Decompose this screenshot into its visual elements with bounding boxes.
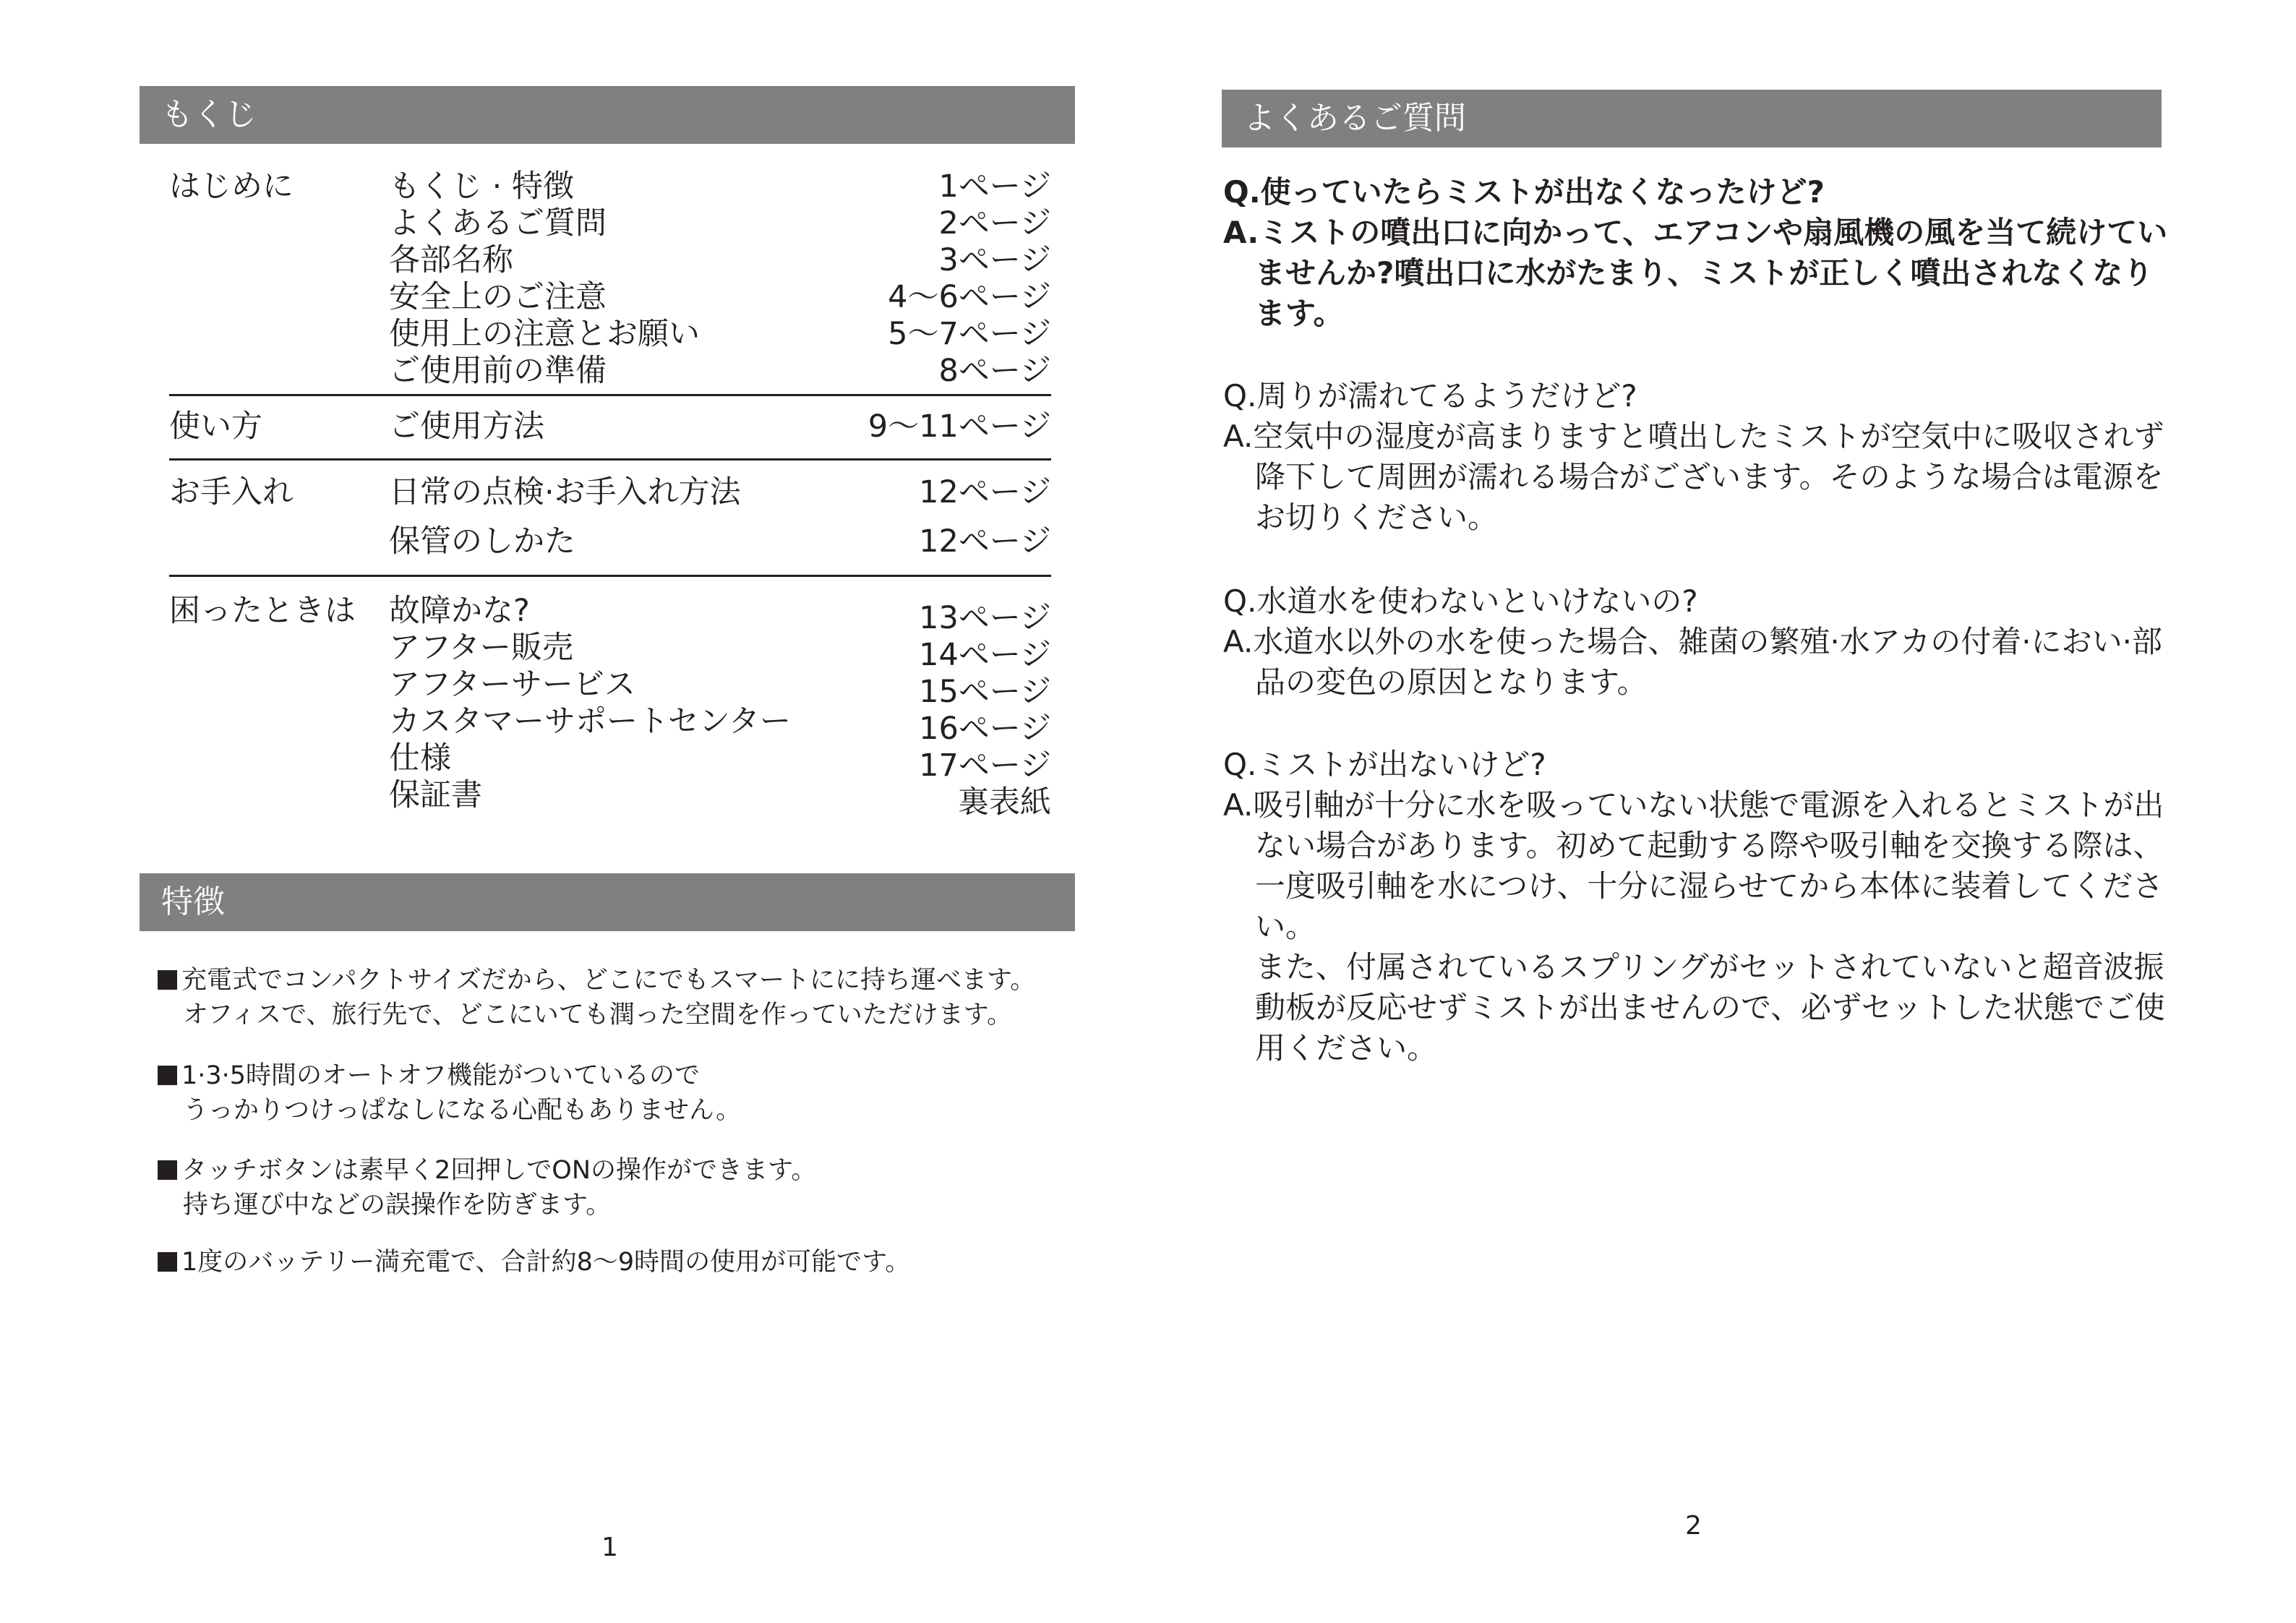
feature-line: 充電式でコンパクトサイズだから、どこにでもスマートにに持ち運べます。 bbox=[158, 963, 1035, 998]
toc-item[interactable]: 保証書 bbox=[389, 777, 482, 813]
toc-header-bar bbox=[140, 86, 1075, 144]
toc-item[interactable]: 使用上の注意とお願い bbox=[389, 316, 700, 352]
faq-question: Q.周りが濡れてるようだけど? bbox=[1223, 378, 1637, 414]
faq-answer: A.ミストの噴出口に向かって、エアコンや扇風機の風を当て続けていませんか?噴出口に水がたまり、ミストが正しく噴出されなくなります。 bbox=[1223, 215, 2168, 331]
toc-page: 17ページ bbox=[919, 748, 1051, 784]
toc-item[interactable]: 安全上のご注意 bbox=[389, 279, 607, 315]
faq-item bbox=[1223, 376, 2170, 538]
features-header-bar bbox=[140, 873, 1075, 931]
toc-section-care bbox=[169, 474, 1051, 561]
toc-divider bbox=[169, 458, 1051, 461]
toc-item[interactable]: ご使用前の準備 bbox=[389, 353, 607, 389]
feature-item bbox=[158, 1245, 910, 1280]
feature-item bbox=[158, 1153, 816, 1222]
toc-section-trouble bbox=[169, 593, 1051, 821]
page-number-right: 2 bbox=[1685, 1511, 1702, 1541]
toc-item[interactable]: 各部名称 bbox=[389, 242, 513, 278]
toc-page: 3ページ bbox=[938, 242, 1051, 278]
toc-title: もくじ bbox=[161, 96, 257, 133]
toc-page: 2ページ bbox=[938, 205, 1051, 241]
feature-item bbox=[158, 1058, 741, 1128]
feature-line: 1·3·5時間のオートオフ機能がついているので bbox=[158, 1058, 741, 1093]
faq-answer: A.空気中の湿度が高まりますと噴出したミストが空気中に吸収されず降下して周囲が濡れる場合がございます。そのような場合は電源をお切りください。 bbox=[1223, 419, 2164, 535]
faq-answer: A.吸引軸が十分に水を吸っていない状態で電源を入れるとミストが出ない場合があります。初めて起動する際や吸引軸を交換する際は、一度吸引軸を水につけ、十分に湿らせてから本体に装着してください。 bbox=[1223, 787, 2164, 944]
toc-page: 裏表紙 bbox=[958, 784, 1051, 821]
toc-page: 15ページ bbox=[919, 674, 1051, 710]
toc-section-name: お手入れ bbox=[169, 474, 294, 510]
toc-item[interactable]: もくじ · 特徴 bbox=[389, 168, 575, 205]
toc-page: 12ページ bbox=[919, 474, 1051, 510]
faq-question: Q.水道水を使わないといけないの? bbox=[1223, 583, 1698, 619]
toc-section-intro bbox=[169, 168, 1051, 390]
toc-page: 5〜7ページ bbox=[888, 316, 1051, 352]
page-number-left: 1 bbox=[601, 1533, 618, 1562]
faq-question: Q.使っていたらミストが出なくなったけど? bbox=[1223, 174, 1825, 210]
toc-item[interactable]: カスタマーサポートセンター bbox=[389, 703, 791, 740]
faq-item bbox=[1223, 172, 2170, 334]
toc-section-name: はじめに bbox=[169, 168, 294, 205]
toc-page: 14ページ bbox=[919, 637, 1051, 673]
toc-page: 4〜6ページ bbox=[888, 279, 1051, 315]
feature-item bbox=[158, 963, 1035, 1032]
toc-page: 8ページ bbox=[938, 353, 1051, 389]
toc-item[interactable]: 日常の点検·お手入れ方法 bbox=[389, 474, 741, 510]
features-title: 特徴 bbox=[161, 883, 225, 920]
toc-section-name: 使い方 bbox=[169, 408, 262, 445]
feature-line: 持ち運び中などの誤操作を防ぎます。 bbox=[183, 1191, 612, 1220]
faq-answer: A.水道水以外の水を使った場合、雑菌の繁殖·水アカの付着·におい·部品の変色の原因となります。 bbox=[1223, 624, 2162, 700]
toc-item[interactable]: 保管のしかた bbox=[389, 523, 575, 560]
faq-title: よくあるご質問 bbox=[1243, 100, 1466, 137]
faq-question: Q.ミストが出ないけど? bbox=[1223, 747, 1546, 782]
toc-page: 13ページ bbox=[919, 600, 1051, 636]
toc-item[interactable]: ご使用方法 bbox=[389, 408, 544, 445]
toc-page: 16ページ bbox=[919, 711, 1051, 747]
toc-section-name: 困ったときは bbox=[169, 593, 356, 629]
faq-answer-continued: また、付属されているスプリングがセットされていないと超音波振動板が反応せずミストが出ませんので、必ずセットした状態でご使用ください。 bbox=[1255, 949, 2165, 1066]
feature-line: オフィスで、旅行先で、どこにいても潤った空間を作っていただけます。 bbox=[183, 1001, 1012, 1029]
toc-divider bbox=[169, 575, 1051, 577]
toc-page: 9〜11ページ bbox=[868, 408, 1051, 445]
feature-line: 1度のバッテリー満充電で、合計約8〜9時間の使用が可能です。 bbox=[158, 1245, 910, 1280]
faq-item bbox=[1223, 745, 2170, 1069]
toc-item[interactable]: アフターサービス bbox=[389, 667, 635, 703]
toc-page: 12ページ bbox=[919, 523, 1051, 560]
toc-page: 1ページ bbox=[938, 168, 1051, 205]
toc-item[interactable]: よくあるご質問 bbox=[389, 205, 607, 241]
toc-divider bbox=[169, 394, 1051, 396]
feature-line: タッチボタンは素早く2回押しでONの操作ができます。 bbox=[158, 1153, 816, 1188]
toc-item[interactable]: 仕様 bbox=[389, 740, 451, 776]
toc-section-usage bbox=[169, 408, 1051, 445]
toc-item[interactable]: 故障かな? bbox=[389, 593, 530, 629]
faq-item bbox=[1223, 581, 2170, 703]
faq-header-bar bbox=[1222, 90, 2162, 147]
toc-item[interactable]: アフター販売 bbox=[389, 630, 573, 666]
feature-line: うっかりつけっぱなしになる心配もありません。 bbox=[183, 1096, 742, 1125]
